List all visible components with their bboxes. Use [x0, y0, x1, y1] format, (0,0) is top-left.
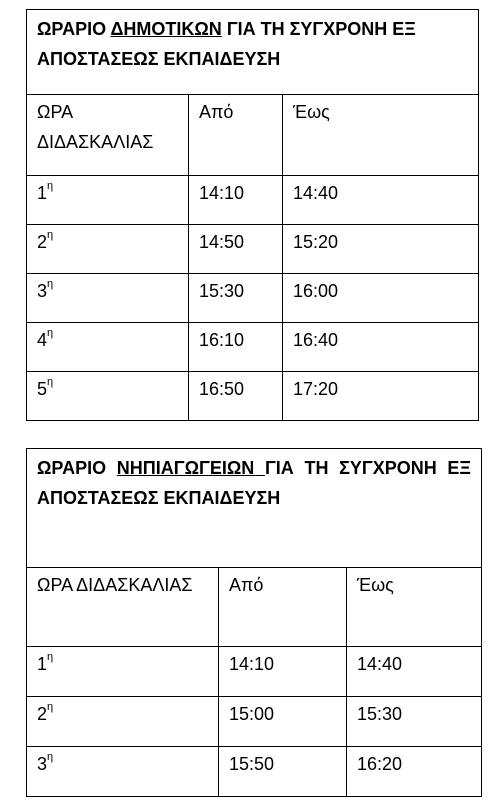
period-number: 3: [37, 281, 48, 301]
end-time: 17:20: [283, 372, 479, 421]
period-number: 1: [37, 183, 48, 203]
table-row: [27, 274, 479, 323]
period-cell: [27, 747, 219, 797]
header-from: Από: [189, 95, 283, 176]
title-underlined: ΔΗΜΟΤΙΚΩΝ: [110, 19, 222, 39]
start-time: 14:50: [189, 225, 283, 274]
period-cell: [27, 225, 189, 274]
title-prefix: ΩΡΑΡΙΟ: [37, 19, 111, 39]
period-ordinal-suffix: η: [47, 651, 54, 663]
header-to: Έως: [347, 568, 482, 647]
kindergarten-schedule-table: [26, 448, 482, 797]
start-time: 15:00: [219, 697, 347, 747]
period-number: 5: [37, 379, 48, 399]
end-time: 16:20: [347, 747, 482, 797]
period-cell: [27, 372, 189, 421]
period-ordinal-suffix: η: [47, 180, 54, 192]
header-teaching-hour: ΩΡΑ ΔΙΔΑΣΚΑΛΙΑΣ: [27, 568, 219, 647]
start-time: 16:10: [189, 323, 283, 372]
table-header-row: [27, 95, 479, 176]
table-row: [27, 372, 479, 421]
period-ordinal-suffix: η: [47, 327, 54, 339]
kindergarten-schedule-title: [27, 449, 482, 568]
title-underlined: ΝΗΠΙΑΓΩΓΕΙΩΝ: [116, 458, 265, 478]
table-header-row: [27, 568, 482, 647]
table-row: [27, 176, 479, 225]
title-suffix: ΓΙΑ ΤΗ ΣΥΓΧΡΟΝΗ ΕΞ ΑΠΟΣΤΑΣΕΩΣ ΕΚΠΑΙΔΕΥΣΗ: [37, 458, 472, 508]
period-ordinal-suffix: η: [47, 701, 54, 713]
period-ordinal-suffix: η: [47, 229, 54, 241]
header-to: Έως: [283, 95, 479, 176]
table-title-row: [27, 10, 479, 95]
period-cell: [27, 323, 189, 372]
table-title-row: [27, 449, 482, 568]
period-ordinal-suffix: η: [47, 751, 54, 763]
end-time: 15:20: [283, 225, 479, 274]
title-suffix: ΓΙΑ ΤΗ ΣΥΓΧΡΟΝΗ ΕΞ ΑΠΟΣΤΑΣΕΩΣ ΕΚΠΑΙΔΕΥΣΗ: [37, 19, 416, 69]
period-ordinal-suffix: η: [47, 278, 54, 290]
table-row: [27, 647, 482, 697]
table-row: [27, 323, 479, 372]
table-row: [27, 225, 479, 274]
end-time: 16:40: [283, 323, 479, 372]
header-teaching-hour: ΩΡΑ ΔΙΔΑΣΚΑΛΙΑΣ: [27, 95, 189, 176]
period-number: 1: [37, 654, 48, 674]
period-cell: [27, 176, 189, 225]
period-number: 3: [37, 754, 48, 774]
period-cell: [27, 274, 189, 323]
period-number: 2: [37, 704, 48, 724]
start-time: 14:10: [219, 647, 347, 697]
header-from: Από: [219, 568, 347, 647]
primary-school-schedule-table: [26, 9, 479, 421]
primary-schedule-title: [27, 10, 479, 95]
start-time: 14:10: [189, 176, 283, 225]
period-number: 2: [37, 232, 48, 252]
period-cell: [27, 647, 219, 697]
period-cell: [27, 697, 219, 747]
start-time: 15:30: [189, 274, 283, 323]
end-time: 14:40: [347, 647, 482, 697]
end-time: 15:30: [347, 697, 482, 747]
table-row: [27, 747, 482, 797]
period-number: 4: [37, 330, 48, 350]
end-time: 16:00: [283, 274, 479, 323]
table-row: [27, 697, 482, 747]
end-time: 14:40: [283, 176, 479, 225]
period-ordinal-suffix: η: [47, 376, 54, 388]
start-time: 16:50: [189, 372, 283, 421]
start-time: 15:50: [219, 747, 347, 797]
title-prefix: ΩΡΑΡΙΟ: [37, 458, 117, 478]
